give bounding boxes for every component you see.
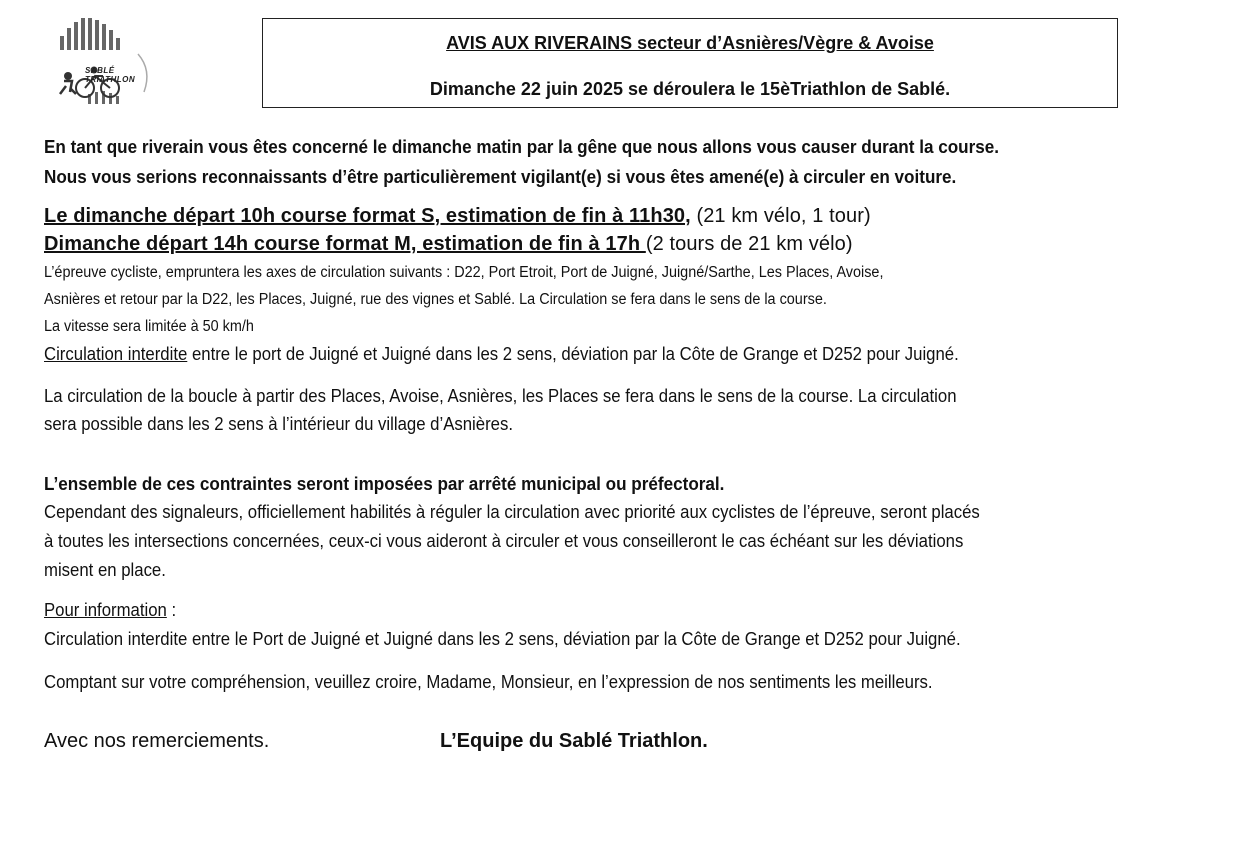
loop-line-1: La circulation de la boucle à partir des Places, Avoise, Asnières, les Places se fera dans le sens de la course. La circulation xyxy=(44,386,957,406)
closure-text: entre le port de Juigné et Juigné dans les 2 sens, déviation par la Côte de Grange et D252 pour Juigné. xyxy=(187,344,959,364)
race-m-schedule: Dimanche départ 14h course format M, estimation de fin à 17h xyxy=(44,233,646,255)
race-s-line xyxy=(44,205,871,228)
constraints-heading: L’ensemble de ces contraintes seront imposées par arrêté municipal ou préfectoral. xyxy=(44,474,725,494)
logo-graphic xyxy=(40,14,160,106)
race-m-details: (2 tours de 21 km vélo) xyxy=(645,233,853,255)
constraints-line-1: Cependant des signaleurs, officiellement habilités à réguler la circulation avec priorité aux cyclistes de l’épreuve, seront placés xyxy=(44,502,980,522)
route-line-2: Asnières et retour par la D22, les Places, Juigné, rue des vignes et Sablé. La Circulation se fera dans le sens de la course. xyxy=(44,291,827,308)
race-s-schedule: Le dimanche départ 10h course format S, estimation de fin à 11h30, xyxy=(44,205,691,227)
route-line-1: L’épreuve cycliste, empruntera les axes de circulation suivants : D22, Port Etroit, Port de Juigné, Juigné/Sarthe, Les Places, Avoise, xyxy=(44,264,884,281)
notice-title: AVIS AUX RIVERAINS secteur d’Asnières/Vègre & Avoise xyxy=(446,33,934,53)
closure-label: Circulation interdite xyxy=(44,344,188,364)
logo-text: SABLÉ TRIATHLON xyxy=(85,66,136,84)
intro-line-1: En tant que riverain vous êtes concerné le dimanche matin par la gêne que nous allons vous causer durant la course. xyxy=(44,137,1000,157)
info-colon: : xyxy=(166,600,177,620)
race-s-details: (21 km vélo, 1 tour) xyxy=(690,205,871,227)
info-text: Circulation interdite entre le Port de Juigné et Juigné dans les 2 sens, déviation par la Côte de Grange et D252 pour Juigné. xyxy=(44,629,961,649)
sable-triathlon-logo xyxy=(40,14,160,106)
info-label: Pour information xyxy=(44,600,167,620)
team-signature: L’Equipe du Sablé Triathlon. xyxy=(440,730,708,752)
event-date-subtitle: Dimanche 22 juin 2025 se déroulera le 15èTriathlon de Sablé. xyxy=(429,79,951,99)
intro-line-2: Nous vous serions reconnaissants d’être particulièrement vigilant(e) si vous êtes amené(e) à circuler en voiture. xyxy=(44,167,957,187)
constraints-line-2: à toutes les intersections concernées, ceux-ci vous aideront à circuler et vous conseilleront le cas échéant sur les déviations xyxy=(44,531,964,551)
race-m-line xyxy=(44,233,853,256)
info-heading xyxy=(44,600,176,621)
loop-line-2: sera possible dans les 2 sens à l’intérieur du village d’Asnières. xyxy=(44,414,513,434)
speed-limit: La vitesse sera limitée à 50 km/h xyxy=(44,318,254,335)
thanks-text: Avec nos remerciements. xyxy=(44,730,270,752)
constraints-line-3: misent en place. xyxy=(44,560,166,580)
closing-text: Comptant sur votre compréhension, veuillez croire, Madame, Monsieur, en l’expression de nos sentiments les meilleurs. xyxy=(44,672,933,692)
header-box xyxy=(262,18,1118,108)
closure-line xyxy=(44,344,959,365)
